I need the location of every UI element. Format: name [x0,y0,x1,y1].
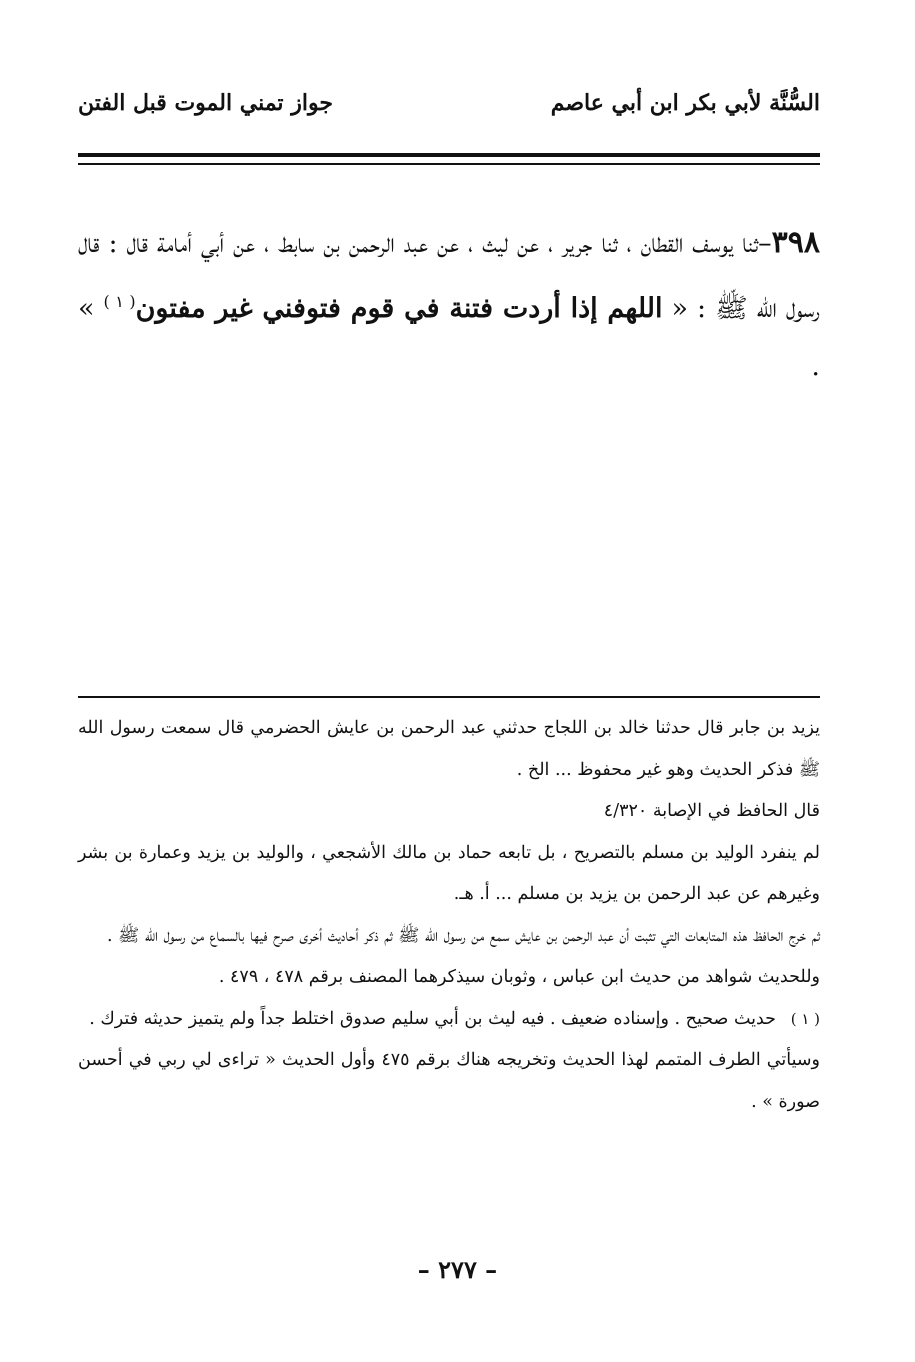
footnote-reference: ( ١ ) [103,292,136,311]
footnote-line: لم ينفرد الوليد بن مسلم بالتصريح ، بل تابعه حماد بن مالك الأشجعي ، والوليد بن يزيد وعمارة بن بشر وغيرهم عن عبد الرحمن بن يزيد بن مسلم ... أ. هـ. [78,842,820,904]
footnote-1-text: حديث صحيح . وإسناده ضعيف . فيه ليث بن أبي سليم صدوق اختلط جداً ولم يتميز حديثه فترك . [89,1008,776,1029]
footnote-marker: ( ١ ) [790,1009,820,1028]
page-number: – ٢٧٧ – [417,1255,498,1284]
footnote-line: قال الحافظ في الإصابة ٤/٣٢٠ [603,801,820,821]
header-rule-thin [78,163,820,165]
footnote-closing: وسيأتي الطرف المتمم لهذا الحديث وتخريجه هناك برقم ٤٧٥ وأول الحديث « تراءى لي ربي في أحسن صورة » . [78,1050,820,1112]
chapter-title: جواز تمني الموت قبل الفتن [78,90,333,116]
footnote-rule [78,696,820,698]
page-header [78,78,820,128]
footnotes [78,708,820,1123]
footnote-line: ثم خرج الحافظ هذه المتابعات التي تثبت أن عبد الرحمن بن عايش سمع من رسول الله ﷺ ثم ذكر أحاديث أخرى صرح فيها بالسماع من رسول الله ﷺ . [107,925,820,946]
footnote-1 [78,999,820,1041]
hadith-ending: » . [78,293,820,382]
hadith-number: ٣٩٨ [771,225,820,260]
book-title: السُّنَّة لأبي بكر ابن أبي عاصم [550,90,820,116]
footnote-line: يزيد بن جابر قال حدثنا خالد بن اللجاج حدثني عبد الرحمن بن عايش الحضرمي قال سمعت رسول الله ﷺ فذكر الحديث وهو غير محفوظ ... الخ . [78,718,820,780]
hadith-chain: –ثنا يوسف القطان ، ثنا جرير ، عن ليث ، عن عبد الرحمن بن سابط ، عن أبي أمامة قال : قال رسول الله ﷺ : « [78,228,821,324]
footnote-line: وللحديث شواهد من حديث ابن عباس ، وثوبان سيذكرهما المصنف برقم ٤٧٨ ، ٤٧٩ . [218,967,820,987]
hadith-text [78,214,820,396]
header-rule-thick [78,153,820,157]
hadith-matn: اللهم إذا أردت فتنة في قوم فتوفني غير مفتون [135,293,663,324]
